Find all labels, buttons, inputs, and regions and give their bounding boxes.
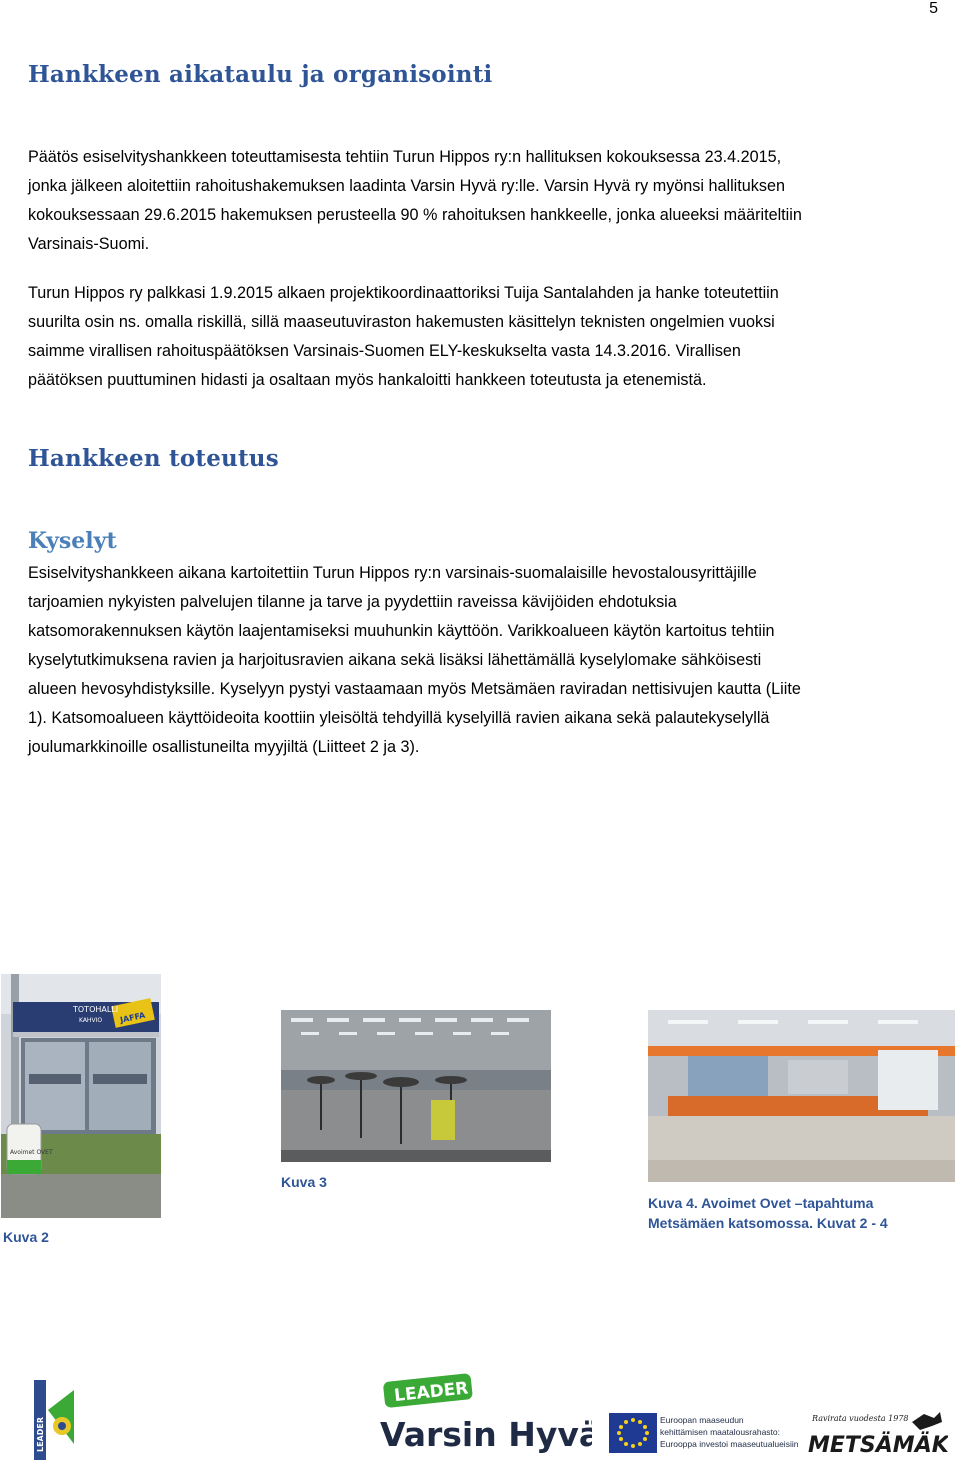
text-line: tarjoamien nykyisten palvelujen tilanne ja tarve ja pyydettiin raveissa kävijöiden ehdotuksia xyxy=(28,593,677,611)
photo-hall-tables xyxy=(281,1010,551,1162)
paragraph-decision xyxy=(28,143,943,259)
metsamaki-tagline: Ravirata vuodesta 1978 xyxy=(812,1414,909,1423)
page-number: 5 xyxy=(929,0,938,17)
text-line: Varsinais-Suomi. xyxy=(28,235,150,253)
sign-text-totohalli: TOTOHALLI xyxy=(73,1005,119,1014)
text-line: joulumarkkinoille osallistuneilta myyjiltä (Liitteet 2 ja 3). xyxy=(28,738,420,756)
eu-text-line: Eurooppa investoi maaseutualueisiin xyxy=(660,1439,799,1449)
sign-brand: JAFFA xyxy=(119,1010,146,1025)
photo-lobby xyxy=(648,1010,955,1182)
text-line: kokouksessaan 29.6.2015 hakemuksen perusteella 90 % rahoituksen hankkeelle, jonka alueeksi määriteltiin xyxy=(28,206,802,224)
leader-vertical-text: LEADER xyxy=(36,1416,45,1452)
text-line: Turun Hippos ry palkkasi 1.9.2015 alkaen projektikoordinaattoriksi Tuija Santalahden ja hanke toteutettiin xyxy=(28,284,779,302)
eu-flag-icon xyxy=(609,1413,657,1453)
caption-line: Metsämäen katsomossa. Kuvat 2 - 4 xyxy=(648,1215,888,1231)
leader-vertical-icon xyxy=(34,1380,76,1460)
text-line: Esiselvityshankkeen aikana kartoitettiin Turun Hippos ry:n varsinais-suomalaisille hevostalousyrittäjille xyxy=(28,564,757,582)
photo-hall-tables-drawing xyxy=(281,1010,551,1162)
metsamaki-logo xyxy=(808,1408,948,1456)
caption-kuva-3: Kuva 3 xyxy=(281,1174,327,1190)
caption-line: Kuva 4. Avoimet Ovet –tapahtuma xyxy=(648,1195,874,1211)
leader-badge-text: LEADER xyxy=(393,1378,470,1407)
varsin-hyva-text: Varsin Hyvä xyxy=(380,1415,592,1454)
text-line: katsomorakennuksen käytön laajentamiseksi muuhunkin käyttöön. Varikkoalueen käytön kartoitus tehtiin xyxy=(28,622,775,640)
metsamaki-horse-icon xyxy=(808,1408,948,1456)
eu-text-line: kehittämisen maatalousrahasto: xyxy=(660,1427,781,1437)
text-line: saimme virallisen rahoituspäätöksen Varsinais-Suomen ELY-keskukselta vasta 14.3.2016. Virallisen xyxy=(28,342,741,360)
banner-text: Avoimet OVET xyxy=(10,1149,53,1156)
leader-varsin-hyva-logo xyxy=(380,1372,592,1456)
paragraph-hiring xyxy=(28,279,943,395)
caption-kuva-2: Kuva 2 xyxy=(3,1229,49,1245)
text-line: 1). Katsomoalueen käyttöideoita koottiin yleisöltä tehdyillä kyselyillä ravien aikana sekä palautekyselyllä xyxy=(28,709,770,727)
eu-text-line: Euroopan maaseudun xyxy=(660,1415,744,1425)
sign-text-kahvio: KAHVIO xyxy=(79,1017,103,1024)
text-line: kyselytutkimuksena ravien ja harjoitusravien aikana sekä lisäksi lähettämällä kyselylomake sähköisesti xyxy=(28,651,762,669)
photo-entrance xyxy=(1,974,161,1218)
paragraph-surveys xyxy=(28,559,943,762)
eu-text xyxy=(660,1414,810,1450)
caption-kuva-4 xyxy=(648,1193,888,1233)
text-line: jonka jälkeen aloitettiin rahoitushakemuksen laadinta Varsin Hyvä ry:lle. Varsin Hyvä ry myönsi hallituksen xyxy=(28,177,785,195)
text-line: suurilta osin ns. omalla riskillä, sillä maaseutuviraston hakemusten käsittelyn teknisten ongelmien vuoksi xyxy=(28,313,775,331)
text-line: päätöksen puuttuminen hidasti ja osaltaan myös hankaloitti hankkeen toteutusta ja etenemistä. xyxy=(28,371,707,389)
section-title-implementation: Hankkeen toteutus xyxy=(28,445,279,472)
leader-varsin-hyva-icon xyxy=(380,1372,592,1456)
eu-flag-logo xyxy=(609,1413,657,1453)
text-line: Päätös esiselvityshankkeen toteuttamisesta tehtiin Turun Hippos ry:n hallituksen kokouksessa 23.4.2015, xyxy=(28,148,782,166)
photo-entrance-drawing xyxy=(1,974,161,1218)
leader-vertical-logo xyxy=(34,1380,76,1460)
text-line: alueen hevosyhdistyksille. Kyselyyn pystyi vastaamaan myös Metsämäen raviradan nettisivujen kautta (Liite xyxy=(28,680,801,698)
subsection-title-surveys: Kyselyt xyxy=(28,528,117,554)
section-title-schedule: Hankkeen aikataulu ja organisointi xyxy=(28,61,493,88)
photo-lobby-drawing xyxy=(648,1010,955,1182)
metsamaki-text: METSÄMÄKI xyxy=(808,1433,948,1456)
